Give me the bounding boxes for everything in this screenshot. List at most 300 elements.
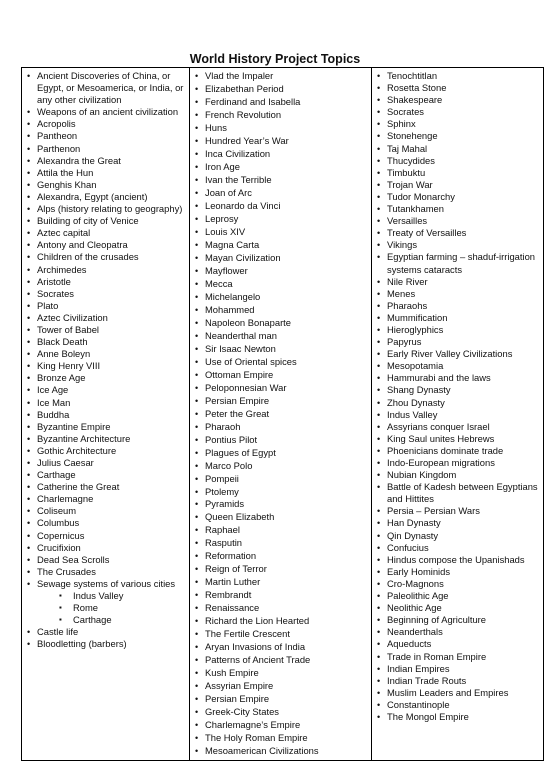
list-item bbox=[192, 576, 369, 588]
list-item bbox=[374, 106, 541, 118]
topic-text: Tudor Monarchy bbox=[387, 190, 455, 202]
list-item bbox=[24, 179, 187, 191]
list-item bbox=[24, 276, 187, 288]
list-item bbox=[24, 433, 187, 445]
list-item bbox=[374, 578, 541, 590]
topic-text: Sphinx bbox=[387, 118, 416, 130]
list-item bbox=[24, 530, 187, 542]
list-item bbox=[374, 191, 541, 203]
topic-text: Beginning of Agriculture bbox=[387, 614, 487, 626]
topic-text: Elizabethan Period bbox=[205, 82, 284, 94]
topic-text: Nile River bbox=[387, 275, 428, 287]
topic-text: Charlemagne bbox=[37, 493, 94, 505]
list-item bbox=[192, 382, 369, 394]
sub-list bbox=[37, 590, 187, 626]
list-item bbox=[24, 70, 187, 106]
topic-text: Tenochtitlan bbox=[387, 70, 438, 81]
topic-text: Plato bbox=[37, 299, 59, 311]
topic-text: Anne Boleyn bbox=[37, 348, 91, 360]
list-item bbox=[24, 505, 187, 517]
topic-text: Alexandra the Great bbox=[37, 154, 121, 166]
topic-text: Bronze Age bbox=[37, 372, 86, 384]
topic-text: Ottoman Empire bbox=[205, 368, 274, 380]
topic-text: Gothic Architecture bbox=[37, 444, 117, 456]
list-item bbox=[24, 143, 187, 155]
list-item bbox=[24, 312, 187, 324]
list-item bbox=[24, 324, 187, 336]
list-item bbox=[24, 566, 187, 578]
list-item bbox=[24, 239, 187, 251]
topic-text: The Fertile Crescent bbox=[205, 628, 290, 640]
topic-text: The Mongol Empire bbox=[387, 710, 469, 722]
list-item bbox=[374, 82, 541, 94]
topic-text: Parthenon bbox=[37, 142, 81, 154]
list-item bbox=[374, 445, 541, 457]
list-item bbox=[192, 252, 369, 264]
list-item bbox=[24, 372, 187, 384]
list-item bbox=[192, 498, 369, 510]
list-item bbox=[374, 638, 541, 650]
list-item bbox=[24, 638, 187, 650]
topic-text: Kush Empire bbox=[205, 667, 259, 679]
topic-text: Versailles bbox=[387, 215, 428, 227]
topic-text: Neanderthal man bbox=[205, 329, 277, 341]
list-item bbox=[192, 187, 369, 199]
list-item bbox=[374, 469, 541, 481]
list-item bbox=[374, 324, 541, 336]
list-item bbox=[192, 680, 369, 692]
list-item bbox=[24, 118, 187, 130]
list-item bbox=[374, 711, 541, 723]
topic-text: Rosetta Stone bbox=[387, 82, 447, 94]
list-item bbox=[192, 148, 369, 160]
topic-text: Charlemagne’s Empire bbox=[205, 719, 301, 731]
list-item bbox=[192, 447, 369, 459]
list-item bbox=[192, 693, 369, 705]
topic-text: Hundred Year’s War bbox=[205, 134, 289, 146]
topic-text: Greek-City States bbox=[205, 706, 279, 718]
topic-text: Egyptian farming – shaduf-irrigation systems cataracts bbox=[387, 251, 535, 275]
topic-text: Qin Dynasty bbox=[387, 529, 439, 541]
list-item bbox=[192, 745, 369, 757]
topic-text: Neanderthals bbox=[387, 626, 443, 638]
list-item bbox=[192, 511, 369, 523]
list-item bbox=[192, 96, 369, 108]
topic-text: Byzantine Architecture bbox=[37, 432, 131, 444]
topic-text: Hieroglyphics bbox=[387, 323, 444, 335]
topic-text: Taj Mahal bbox=[387, 142, 428, 154]
list-item bbox=[192, 434, 369, 446]
topic-text: Mesopotamia bbox=[387, 360, 444, 372]
topic-text: Alexandra, Egypt (ancient) bbox=[37, 190, 148, 202]
list-item bbox=[374, 699, 541, 711]
topic-text: Paleolithic Age bbox=[387, 590, 449, 602]
list-item bbox=[374, 360, 541, 372]
topic-text: Persia – Persian Wars bbox=[387, 505, 480, 517]
list-item bbox=[192, 343, 369, 355]
topic-text: Indo-European migrations bbox=[387, 457, 495, 468]
list-item bbox=[192, 356, 369, 368]
topic-text: Black Death bbox=[37, 336, 88, 348]
topic-text: Socrates bbox=[37, 287, 74, 299]
list-item bbox=[374, 663, 541, 675]
list-item bbox=[24, 300, 187, 312]
list-item bbox=[192, 226, 369, 238]
topic-text: Stonehenge bbox=[387, 130, 438, 142]
column-3 bbox=[372, 68, 544, 761]
topic-text: Ptolemy bbox=[205, 485, 239, 497]
list-item bbox=[24, 542, 187, 554]
topic-text: Aryan Invasions of India bbox=[205, 641, 306, 653]
topic-text: Menes bbox=[387, 287, 416, 299]
topic-list-2 bbox=[192, 70, 369, 757]
list-item bbox=[192, 602, 369, 614]
topic-text: Hindus compose the Upanishads bbox=[387, 553, 525, 565]
list-item bbox=[24, 155, 187, 167]
topic-text: Magna Carta bbox=[205, 238, 260, 250]
topic-text: Sewage systems of various cities bbox=[37, 577, 176, 589]
sub-list-item: ▪ Rome bbox=[37, 602, 187, 614]
list-item bbox=[374, 554, 541, 566]
topic-text: Socrates bbox=[387, 106, 424, 118]
topic-text: Peter the Great bbox=[205, 407, 270, 419]
list-item bbox=[374, 481, 541, 505]
topic-text: Columbus bbox=[37, 517, 80, 529]
topic-text: Indian Trade Routs bbox=[387, 674, 467, 686]
topic-text: King Saul unites Hebrews bbox=[387, 432, 495, 444]
list-item bbox=[192, 473, 369, 485]
list-item bbox=[374, 433, 541, 445]
column-1 bbox=[22, 68, 190, 761]
topic-text: Raphael bbox=[205, 524, 240, 536]
topic-text: Attila the Hun bbox=[37, 166, 94, 178]
list-item bbox=[24, 397, 187, 409]
topic-text: Archimedes bbox=[37, 263, 87, 275]
list-item bbox=[24, 469, 187, 481]
topic-text: Mecca bbox=[205, 277, 233, 289]
topic-text: Crucifixion bbox=[37, 541, 81, 553]
topic-text: Pantheon bbox=[37, 130, 78, 142]
list-item bbox=[192, 589, 369, 601]
topic-text: Vikings bbox=[387, 239, 418, 251]
topic-text: Pyramids bbox=[205, 498, 245, 510]
topic-text: Julius Caesar bbox=[37, 457, 94, 468]
list-item bbox=[192, 278, 369, 290]
topic-text: Richard the Lion Hearted bbox=[205, 615, 310, 627]
topic-list-3 bbox=[374, 70, 541, 723]
topic-text: Dead Sea Scrolls bbox=[37, 553, 110, 565]
topic-list-1 bbox=[24, 70, 187, 651]
topic-text: Sir Isaac Newton bbox=[205, 342, 276, 354]
list-item bbox=[374, 421, 541, 433]
topic-text: Timbuktu bbox=[387, 166, 426, 178]
topic-text: French Revolution bbox=[205, 108, 282, 120]
list-item bbox=[192, 122, 369, 134]
list-item bbox=[192, 654, 369, 666]
list-item bbox=[24, 167, 187, 179]
topic-text: Constantinople bbox=[387, 698, 450, 710]
list-item bbox=[192, 395, 369, 407]
list-item bbox=[374, 179, 541, 191]
list-item bbox=[192, 291, 369, 303]
list-item bbox=[192, 304, 369, 316]
list-item bbox=[24, 251, 187, 263]
topic-text: The Crusades bbox=[37, 565, 96, 577]
topic-text: Plagues of Egypt bbox=[205, 446, 276, 458]
list-item bbox=[24, 106, 187, 118]
topic-text: Pharaoh bbox=[205, 420, 241, 432]
list-item bbox=[192, 563, 369, 575]
list-item bbox=[24, 409, 187, 421]
topic-text: Assyrian Empire bbox=[205, 680, 274, 692]
topic-text: Inca Civilization bbox=[205, 147, 271, 159]
list-item bbox=[374, 276, 541, 288]
list-item bbox=[192, 109, 369, 121]
list-item bbox=[374, 118, 541, 130]
topic-text: Rasputin bbox=[205, 537, 243, 549]
list-item bbox=[24, 457, 187, 469]
topic-text: Joan of Arc bbox=[205, 186, 252, 198]
list-item bbox=[192, 628, 369, 640]
list-item bbox=[374, 384, 541, 396]
topic-text: Early Hominids bbox=[387, 565, 451, 577]
list-item bbox=[24, 203, 187, 215]
topic-text: Neolithic Age bbox=[387, 602, 442, 614]
topic-text: Ice Man bbox=[37, 396, 71, 408]
list-item bbox=[192, 135, 369, 147]
topic-text: Vlad the Impaler bbox=[205, 70, 274, 81]
topic-text: Marco Polo bbox=[205, 459, 253, 471]
topic-text: Phoenicians dominate trade bbox=[387, 444, 504, 456]
list-item bbox=[374, 397, 541, 409]
sub-list-item: ▪ Carthage bbox=[37, 614, 187, 626]
list-item bbox=[374, 94, 541, 106]
topic-text: Leprosy bbox=[205, 212, 239, 224]
topic-text: Michelangelo bbox=[205, 290, 261, 302]
list-item bbox=[24, 517, 187, 529]
topic-text: Iron Age bbox=[205, 160, 240, 172]
topic-text: Pompeii bbox=[205, 472, 239, 484]
topic-text: Ancient Discoveries of China, or Egypt, or Mesoamerica, or India, or any other civilization bbox=[37, 70, 184, 106]
list-item bbox=[374, 687, 541, 699]
list-item bbox=[374, 251, 541, 275]
topic-text: Indus Valley bbox=[387, 408, 438, 420]
list-item bbox=[374, 288, 541, 300]
list-item bbox=[374, 155, 541, 167]
topic-text: Trojan War bbox=[387, 178, 433, 190]
list-item bbox=[374, 215, 541, 227]
topic-text: Mayflower bbox=[205, 264, 248, 276]
list-item bbox=[374, 457, 541, 469]
topic-text: Bloodletting (barbers) bbox=[37, 638, 127, 650]
list-item bbox=[192, 200, 369, 212]
list-item bbox=[192, 550, 369, 562]
list-item bbox=[374, 566, 541, 578]
list-item bbox=[374, 505, 541, 517]
topic-text: Carthage bbox=[37, 469, 76, 481]
list-item bbox=[24, 360, 187, 372]
topic-text: Persian Empire bbox=[205, 693, 270, 705]
topic-text: Leonardo da Vinci bbox=[205, 199, 281, 211]
list-item bbox=[374, 239, 541, 251]
list-item bbox=[374, 651, 541, 663]
topic-text: Shakespeare bbox=[387, 94, 443, 106]
topic-text: Han Dynasty bbox=[387, 517, 441, 529]
list-item bbox=[374, 626, 541, 638]
topic-text: Rembrandt bbox=[205, 589, 252, 601]
topic-text: Napoleon Bonaparte bbox=[205, 316, 292, 328]
list-item bbox=[192, 615, 369, 627]
list-item bbox=[24, 626, 187, 638]
list-item bbox=[192, 706, 369, 718]
topic-text: Weapons of an ancient civilization bbox=[37, 106, 179, 118]
topic-text: Mesoamerican Civilizations bbox=[205, 745, 319, 757]
list-item bbox=[192, 537, 369, 549]
topic-text: Battle of Kadesh between Egyptians and Hittites bbox=[387, 481, 538, 505]
topics-table bbox=[21, 67, 544, 761]
topic-text: Indian Empires bbox=[387, 662, 450, 674]
list-item bbox=[192, 408, 369, 420]
topic-text: Ice Age bbox=[37, 384, 69, 396]
list-item bbox=[24, 554, 187, 566]
list-item bbox=[24, 493, 187, 505]
topic-text: Confucius bbox=[387, 541, 429, 553]
topic-text: Zhou Dynasty bbox=[387, 396, 445, 408]
topic-text: Treaty of Versailles bbox=[387, 227, 467, 239]
list-item bbox=[374, 300, 541, 312]
list-item bbox=[374, 590, 541, 602]
topic-text: Tower of Babel bbox=[37, 323, 100, 335]
list-item bbox=[374, 348, 541, 360]
topic-text: Catherine the Great bbox=[37, 481, 120, 493]
topic-text: Mohammed bbox=[205, 303, 255, 315]
topic-text: Byzantine Empire bbox=[37, 420, 111, 432]
topic-text: Coliseum bbox=[37, 505, 77, 517]
list-item bbox=[192, 667, 369, 679]
list-item bbox=[192, 486, 369, 498]
list-item bbox=[374, 227, 541, 239]
topic-text: Muslim Leaders and Empires bbox=[387, 686, 509, 698]
list-item bbox=[192, 524, 369, 536]
list-item bbox=[192, 239, 369, 251]
list-item bbox=[374, 602, 541, 614]
list-item bbox=[192, 174, 369, 186]
list-item bbox=[24, 215, 187, 227]
list-item bbox=[374, 517, 541, 529]
topic-text: Acropolis bbox=[37, 118, 76, 130]
topic-text: Shang Dynasty bbox=[387, 384, 451, 396]
list-item bbox=[192, 369, 369, 381]
topic-text: Reign of Terror bbox=[205, 563, 267, 575]
list-item bbox=[192, 83, 369, 95]
topic-text: Children of the crusades bbox=[37, 251, 139, 263]
list-item bbox=[192, 732, 369, 744]
topic-text: Papyrus bbox=[387, 336, 422, 348]
topic-text: Persian Empire bbox=[205, 394, 270, 406]
topic-text: Reformation bbox=[205, 550, 257, 562]
list-item bbox=[374, 130, 541, 142]
topic-text: Genghis Khan bbox=[37, 178, 97, 190]
topic-text: King Henry VIII bbox=[37, 360, 101, 372]
list-item bbox=[374, 143, 541, 155]
topic-text: Mummification bbox=[387, 311, 448, 323]
topic-text: Copernicus bbox=[37, 529, 85, 541]
topic-text: Cro-Magnons bbox=[387, 577, 444, 589]
topic-text: Ferdinand and Isabella bbox=[205, 95, 301, 107]
list-item bbox=[24, 481, 187, 493]
list-item bbox=[374, 70, 541, 82]
topic-text: Aqueducts bbox=[387, 638, 432, 650]
list-item bbox=[24, 384, 187, 396]
topic-text: Building of city of Venice bbox=[37, 215, 139, 227]
topic-text: Use of Oriental spices bbox=[205, 355, 297, 367]
topic-text: Pharaohs bbox=[387, 299, 428, 311]
list-item bbox=[24, 336, 187, 348]
topic-text: Peloponnesian War bbox=[205, 381, 287, 393]
list-item bbox=[24, 227, 187, 239]
list-item bbox=[24, 130, 187, 142]
topic-text: Renaissance bbox=[205, 602, 260, 614]
topic-text: Aristotle bbox=[37, 275, 71, 287]
topic-text: Alps (history relating to geography) bbox=[37, 203, 183, 215]
list-item bbox=[374, 372, 541, 384]
topic-text: Martin Luther bbox=[205, 576, 261, 588]
topic-text: Thucydides bbox=[387, 154, 435, 166]
topic-text: Early River Valley Civilizations bbox=[387, 348, 513, 360]
list-item bbox=[24, 264, 187, 276]
list-item bbox=[192, 70, 369, 82]
page-title: World History Project Topics bbox=[189, 52, 361, 66]
topic-text: Buddha bbox=[37, 408, 70, 420]
list-item bbox=[192, 213, 369, 225]
list-item bbox=[24, 348, 187, 360]
topic-text: Queen Elizabeth bbox=[205, 511, 275, 523]
topic-text: Hammurabi and the laws bbox=[387, 372, 491, 384]
list-item bbox=[374, 542, 541, 554]
topic-text: Patterns of Ancient Trade bbox=[205, 654, 311, 666]
column-2 bbox=[190, 68, 372, 761]
list-item bbox=[374, 675, 541, 687]
list-item bbox=[192, 265, 369, 277]
list-item bbox=[374, 336, 541, 348]
list-item bbox=[374, 167, 541, 179]
list-item bbox=[192, 460, 369, 472]
topic-text: Huns bbox=[205, 121, 227, 133]
list-item bbox=[192, 719, 369, 731]
list-item bbox=[24, 191, 187, 203]
list-item bbox=[192, 161, 369, 173]
topic-text: Antony and Cleopatra bbox=[37, 239, 128, 251]
topic-text: Ivan the Terrible bbox=[205, 173, 272, 185]
topic-text: The Holy Roman Empire bbox=[205, 732, 308, 744]
sub-list-item: ▪ Indus Valley bbox=[37, 590, 187, 602]
list-item bbox=[374, 530, 541, 542]
list-item bbox=[24, 421, 187, 433]
list-item bbox=[192, 641, 369, 653]
list-item bbox=[192, 421, 369, 433]
topic-text: Assyrians conquer Israel bbox=[387, 420, 490, 432]
list-item bbox=[192, 330, 369, 342]
list-item bbox=[374, 203, 541, 215]
table-row bbox=[22, 68, 544, 761]
list-item bbox=[374, 312, 541, 324]
topic-text: Pontius Pilot bbox=[205, 433, 258, 445]
list-item bbox=[24, 445, 187, 457]
topic-text: Tutankhamen bbox=[387, 203, 444, 215]
list-item bbox=[374, 614, 541, 626]
list-item bbox=[24, 288, 187, 300]
topic-text: Aztec Civilization bbox=[37, 311, 108, 323]
